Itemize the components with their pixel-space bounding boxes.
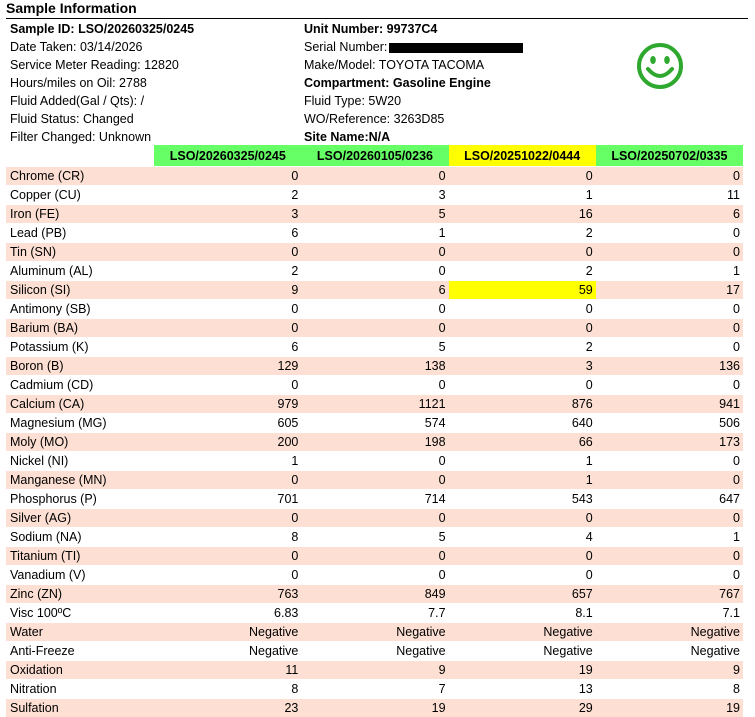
cell-value: 0 [301, 262, 448, 281]
cell-value: 200 [154, 433, 301, 452]
table-row [6, 205, 743, 224]
table-row [6, 338, 743, 357]
cell-value: 0 [596, 167, 743, 186]
row-label: Water [6, 623, 154, 642]
cell-value: 0 [154, 319, 301, 338]
cell-value: Negative [596, 623, 743, 642]
row-label: Visc 100ºC [6, 604, 154, 623]
cell-value: 7.7 [301, 604, 448, 623]
cell-value: 2 [449, 262, 596, 281]
header-blank [6, 145, 154, 167]
cell-value: Negative [596, 642, 743, 661]
cell-value: 6 [154, 338, 301, 357]
cell-value: 7 [301, 680, 448, 699]
cell-value: 0 [596, 547, 743, 566]
cell-value: 0 [154, 376, 301, 395]
cell-value: 647 [596, 490, 743, 509]
cell-value: 0 [596, 243, 743, 262]
cell-value: 0 [301, 452, 448, 471]
row-label: Zinc (ZN) [6, 585, 154, 604]
sample-id: Sample ID: LSO/20260325/0245 [10, 20, 194, 38]
cell-value: 605 [154, 414, 301, 433]
cell-value: Negative [449, 623, 596, 642]
date-taken: Date Taken: 03/14/2026 [10, 38, 194, 56]
table-row [6, 623, 743, 642]
cell-value: 6.83 [154, 604, 301, 623]
table-row [6, 452, 743, 471]
cell-value: 23 [154, 699, 301, 717]
cell-value: 640 [449, 414, 596, 433]
cell-value: 129 [154, 357, 301, 376]
column-header: LSO/20260105/0236 [301, 145, 448, 167]
table-row [6, 167, 743, 186]
table-row [6, 186, 743, 205]
cell-value: 1 [449, 186, 596, 205]
cell-value: 0 [301, 547, 448, 566]
cell-value: 3 [154, 205, 301, 224]
table-row [6, 376, 743, 395]
cell-value: 849 [301, 585, 448, 604]
cell-value: 0 [449, 167, 596, 186]
cell-value: 6 [154, 224, 301, 243]
table-row [6, 528, 743, 547]
cell-value: 0 [301, 471, 448, 490]
row-label: Tin (SN) [6, 243, 154, 262]
cell-value: 173 [596, 433, 743, 452]
cell-value: 13 [449, 680, 596, 699]
row-label: Calcium (CA) [6, 395, 154, 414]
row-label: Lead (PB) [6, 224, 154, 243]
compartment: Compartment: Gasoline Engine [304, 74, 523, 92]
cell-value: 17 [596, 281, 743, 300]
cell-value: 0 [301, 167, 448, 186]
cell-value: Negative [154, 623, 301, 642]
row-label: Aluminum (AL) [6, 262, 154, 281]
service-meter-reading: Service Meter Reading: 12820 [10, 56, 194, 74]
row-label: Cadmium (CD) [6, 376, 154, 395]
hours-on-oil: Hours/miles on Oil: 2788 [10, 74, 194, 92]
cell-value: 3 [301, 186, 448, 205]
table-body [6, 167, 743, 717]
cell-value: 1121 [301, 395, 448, 414]
cell-value: 0 [596, 224, 743, 243]
table-row [6, 319, 743, 338]
cell-value: 66 [449, 433, 596, 452]
cell-value: 0 [449, 509, 596, 528]
column-header: LSO/20251022/0444 [449, 145, 596, 167]
table-row [6, 281, 743, 300]
cell-value: 59 [449, 281, 596, 300]
cell-value: 1 [154, 452, 301, 471]
title-divider [6, 18, 748, 19]
row-label: Iron (FE) [6, 205, 154, 224]
serial-number-row [304, 38, 523, 56]
cell-value: 701 [154, 490, 301, 509]
cell-value: 5 [301, 205, 448, 224]
cell-value: 198 [301, 433, 448, 452]
cell-value: 0 [154, 566, 301, 585]
column-header: LSO/20250702/0335 [596, 145, 743, 167]
row-label: Copper (CU) [6, 186, 154, 205]
cell-value: 0 [596, 566, 743, 585]
row-label: Vanadium (V) [6, 566, 154, 585]
cell-value: 0 [596, 319, 743, 338]
cell-value: 2 [154, 186, 301, 205]
fluid-type: Fluid Type: 5W20 [304, 92, 523, 110]
table-row [6, 433, 743, 452]
table-row [6, 699, 743, 717]
cell-value: 0 [449, 300, 596, 319]
cell-value: 0 [596, 338, 743, 357]
row-label: Anti-Freeze [6, 642, 154, 661]
row-label: Sodium (NA) [6, 528, 154, 547]
cell-value: 8 [596, 680, 743, 699]
row-label: Titanium (TI) [6, 547, 154, 566]
cell-value: 0 [301, 319, 448, 338]
cell-value: 8 [154, 680, 301, 699]
cell-value: 19 [301, 699, 448, 717]
table-row [6, 243, 743, 262]
cell-value: 0 [596, 509, 743, 528]
cell-value: Negative [154, 642, 301, 661]
table-row [6, 471, 743, 490]
table-row [6, 490, 743, 509]
table-row [6, 604, 743, 623]
cell-value: 1 [596, 528, 743, 547]
cell-value: 8.1 [449, 604, 596, 623]
site-name: Site Name:N/A [304, 128, 523, 146]
section-title: Sample Information [6, 0, 137, 16]
make-model: Make/Model: TOYOTA TACOMA [304, 56, 523, 74]
cell-value: 506 [596, 414, 743, 433]
cell-value: 0 [154, 547, 301, 566]
cell-value: 16 [449, 205, 596, 224]
table-row [6, 300, 743, 319]
row-label: Antimony (SB) [6, 300, 154, 319]
row-label: Silicon (SI) [6, 281, 154, 300]
cell-value: 0 [301, 300, 448, 319]
cell-value: 5 [301, 528, 448, 547]
row-label: Boron (B) [6, 357, 154, 376]
cell-value: 0 [154, 300, 301, 319]
cell-value: 9 [301, 661, 448, 680]
cell-value: 136 [596, 357, 743, 376]
cell-value: 0 [596, 376, 743, 395]
row-label: Chrome (CR) [6, 167, 154, 186]
cell-value: 6 [301, 281, 448, 300]
cell-value: 767 [596, 585, 743, 604]
filter-changed: Filter Changed: Unknown [10, 128, 194, 146]
row-label: Nitration [6, 680, 154, 699]
cell-value: 1 [449, 452, 596, 471]
table-row [6, 414, 743, 433]
cell-value: 138 [301, 357, 448, 376]
table-row [6, 262, 743, 281]
smiley-face-icon [634, 41, 686, 91]
cell-value: 2 [154, 262, 301, 281]
fluid-status: Fluid Status: Changed [10, 110, 194, 128]
table-row [6, 661, 743, 680]
cell-value: 0 [154, 471, 301, 490]
wo-reference: WO/Reference: 3263D85 [304, 110, 523, 128]
row-label: Magnesium (MG) [6, 414, 154, 433]
cell-value: 543 [449, 490, 596, 509]
cell-value: 0 [449, 319, 596, 338]
cell-value: 2 [449, 224, 596, 243]
cell-value: 0 [301, 376, 448, 395]
row-label: Potassium (K) [6, 338, 154, 357]
cell-value: 11 [596, 186, 743, 205]
cell-value: 11 [154, 661, 301, 680]
cell-value: 7.1 [596, 604, 743, 623]
table-row [6, 509, 743, 528]
table-row [6, 224, 743, 243]
row-label: Sulfation [6, 699, 154, 717]
cell-value: 6 [596, 205, 743, 224]
column-header: LSO/20260325/0245 [154, 145, 301, 167]
sample-info-left [10, 20, 194, 146]
cell-value: 3 [449, 357, 596, 376]
cell-value: 0 [449, 547, 596, 566]
cell-value: 657 [449, 585, 596, 604]
cell-value: 0 [449, 566, 596, 585]
cell-value: 714 [301, 490, 448, 509]
cell-value: 979 [154, 395, 301, 414]
analysis-table [6, 145, 743, 717]
table-row [6, 357, 743, 376]
cell-value: 4 [449, 528, 596, 547]
table-row [6, 566, 743, 585]
cell-value: 0 [154, 167, 301, 186]
cell-value: 9 [154, 281, 301, 300]
serial-number-label: Serial Number: [304, 40, 387, 54]
cell-value: 0 [596, 471, 743, 490]
fluid-added: Fluid Added(Gal / Qts): / [10, 92, 194, 110]
cell-value: 763 [154, 585, 301, 604]
sample-info-right [304, 20, 523, 146]
cell-value: 2 [449, 338, 596, 357]
cell-value: 0 [154, 243, 301, 262]
cell-value: 5 [301, 338, 448, 357]
table-row [6, 642, 743, 661]
cell-value: 0 [449, 376, 596, 395]
cell-value: 9 [596, 661, 743, 680]
cell-value: 0 [301, 509, 448, 528]
cell-value: 941 [596, 395, 743, 414]
redaction-bar [389, 43, 523, 53]
cell-value: Negative [449, 642, 596, 661]
cell-value: 0 [154, 509, 301, 528]
cell-value: Negative [301, 623, 448, 642]
cell-value: 574 [301, 414, 448, 433]
table-row [6, 395, 743, 414]
cell-value: 876 [449, 395, 596, 414]
row-label: Oxidation [6, 661, 154, 680]
cell-value: 1 [301, 224, 448, 243]
cell-value: 0 [301, 566, 448, 585]
cell-value: 8 [154, 528, 301, 547]
row-label: Nickel (NI) [6, 452, 154, 471]
cell-value: 0 [596, 452, 743, 471]
row-label: Silver (AG) [6, 509, 154, 528]
row-label: Barium (BA) [6, 319, 154, 338]
cell-value: 0 [449, 243, 596, 262]
table-row [6, 547, 743, 566]
table-header-row [6, 145, 743, 167]
cell-value: 1 [596, 262, 743, 281]
cell-value: Negative [301, 642, 448, 661]
row-label: Phosphorus (P) [6, 490, 154, 509]
cell-value: 19 [596, 699, 743, 717]
cell-value: 0 [596, 300, 743, 319]
unit-number: Unit Number: 99737C4 [304, 20, 523, 38]
cell-value: 0 [301, 243, 448, 262]
cell-value: 19 [449, 661, 596, 680]
row-label: Manganese (MN) [6, 471, 154, 490]
cell-value: 29 [449, 699, 596, 717]
table-row [6, 585, 743, 604]
cell-value: 1 [449, 471, 596, 490]
row-label: Moly (MO) [6, 433, 154, 452]
